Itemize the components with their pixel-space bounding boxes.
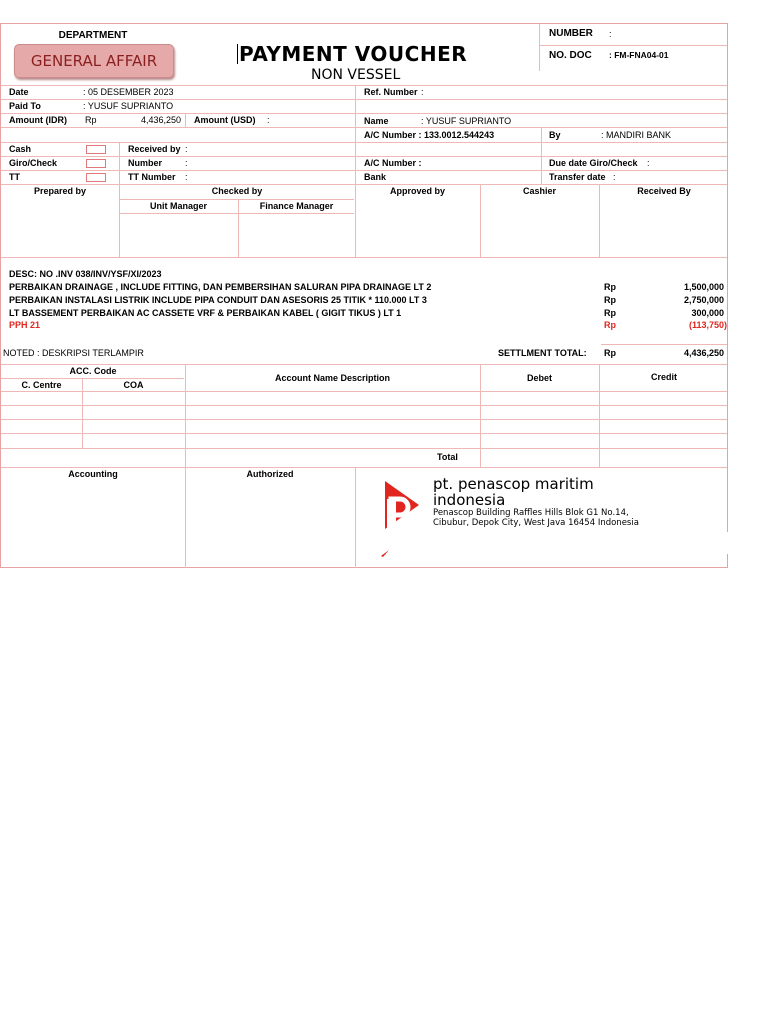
tt-label: TT [9,172,20,182]
date-value: : 05 DESEMBER 2023 [83,87,174,97]
title-cursor [237,44,238,64]
name-value: : YUSUF SUPRIANTO [421,116,512,126]
desc-line-currency: Rp [604,282,616,292]
acc-code-header: ACC. Code [69,366,117,376]
coa-header: COA [123,380,144,390]
desc-header: DESC: NO .INV 038/INV/YSF/XI/2023 [9,269,162,279]
received-by: Received By [637,186,691,196]
desc-line: PERBAIKAN DRAINAGE , INCLUDE FITTING, DAN PEMBERSIHAN SALURAN PIPA DRAINAGE LT 2 [9,282,432,292]
desc-line-amount: 2,750,000 [683,295,724,305]
bank-label: Bank [364,172,387,182]
pph-currency: Rp [604,320,616,330]
by-label: By [549,130,561,140]
payment-voucher [0,23,728,568]
settlement-total: 4,436,250 [683,348,724,358]
paidto-label: Paid To [9,101,41,111]
credit-header: Credit [650,372,677,382]
unit-manager: Unit Manager [149,201,207,211]
date-label: Date [9,87,29,97]
department-badge: GENERAL AFFAIR [14,44,174,78]
desc-line-amount: 1,500,000 [683,282,724,292]
number-label: NUMBER [549,28,593,39]
cashier: Cashier [522,186,557,196]
noted-text: NOTED : DESKRIPSI TERLAMPIR [3,348,144,358]
giro-checkbox[interactable] [86,159,106,168]
debet-header: Debet [526,373,552,383]
amount-usd-value: : [267,115,270,125]
nodoc-value: : FM-FNA04-01 [609,50,669,60]
company-name: pt. penascop maritim indonesia [433,475,594,509]
desc-line: LT BASSEMENT PERBAIKAN AC CASSETE VRF & PERBAIKAN KABEL ( GIGIT TIKUS ) LT 1 [9,308,402,318]
nodoc-label: NO. DOC [549,50,592,61]
prepared-by: Prepared by [33,186,87,196]
settlement-label: SETTLMENT TOTAL: [498,348,587,358]
desc-line-amount: 300,000 [691,308,724,318]
tt-number-label: TT Number [128,172,176,182]
due-date-label: Due date Giro/Check [549,158,638,168]
amount-usd-label: Amount (USD) [194,115,256,125]
company-address [433,508,639,528]
tt-checkbox[interactable] [86,173,106,182]
approved-by: Approved by [389,186,445,196]
desc-line-currency: Rp [604,295,616,305]
amount-idr-currency: Rp [85,115,97,125]
total-label: Total [437,452,458,462]
transfer-label: Transfer date [549,172,606,182]
finance-manager: Finance Manager [259,201,334,211]
account-description-header: Account Name Description [274,373,391,383]
authorized-label: Authorized [246,469,294,479]
transfer-value: : [613,172,616,182]
giro-label: Giro/Check [9,158,58,168]
ref-label: Ref. Number [364,87,418,97]
number-label-2: Number [128,158,163,168]
due-date-value: : [647,158,650,168]
ac-number: A/C Number : 133.0012.544243 [364,130,495,140]
page-title: PAYMENT VOUCHER [239,42,468,66]
page-break-band [1,532,729,554]
accounting-label: Accounting [68,469,118,479]
pph-label: PPH 21 [9,320,41,330]
settlement-currency: Rp [604,348,616,358]
desc-line: PERBAIKAN INSTALASI LISTRIK INCLUDE PIPA CONDUIT DAN ASESORIS 25 TITIK * 110.000 LT 3 [9,295,427,305]
number-value: : [609,29,612,39]
page-subtitle: NON VESSEL [311,67,401,83]
ac-number-label: A/C Number : [364,158,422,168]
cash-checkbox[interactable] [86,145,106,154]
checked-by: Checked by [211,186,263,196]
ref-value: : [421,87,424,97]
pph-amount: (113,750) [688,320,727,330]
paidto-value: : YUSUF SUPRIANTO [83,101,174,111]
address-line-2: Cibubur, Depok City, West Java 16454 Indonesia [433,518,639,528]
received-by-label: Received by [128,144,181,154]
cash-label: Cash [9,144,32,154]
desc-line-currency: Rp [604,308,616,318]
c-centre-header: C. Centre [21,380,62,390]
number-value-2: : [185,158,188,168]
department-label: DEPARTMENT [58,30,128,41]
amount-idr-label: Amount (IDR) [9,115,67,125]
received-by-value: : [185,144,188,154]
tt-number-value: : [185,172,188,182]
by-value: : MANDIRI BANK [601,130,672,140]
logo-tail-icon [379,548,391,558]
name-label: Name [364,116,389,126]
amount-idr-value: 4,436,250 [140,115,181,125]
address-line-1: Penascop Building Raffles Hills Blok G1 No.14, [433,508,629,518]
